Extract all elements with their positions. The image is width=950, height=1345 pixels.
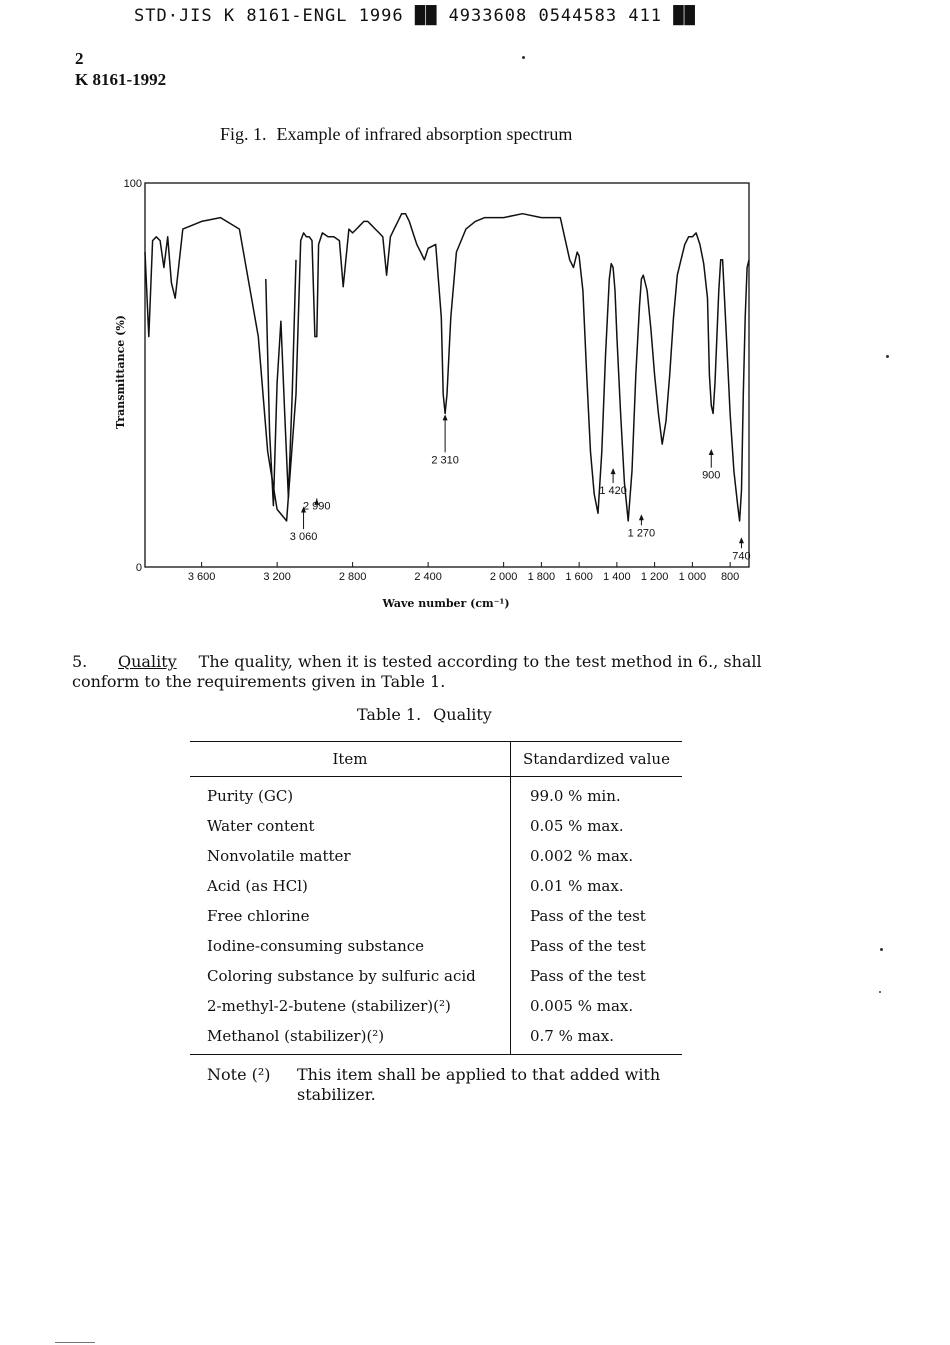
- peak-arrowhead: [639, 514, 644, 520]
- page-number: 2: [75, 49, 84, 68]
- scan-speck: [879, 991, 881, 993]
- table-caption: [357, 705, 492, 724]
- ir-spectrum-chart: [0, 0, 950, 640]
- table-row: [190, 1021, 682, 1055]
- standard-number: K 8161-1992: [75, 70, 167, 89]
- value-cell: 0.005 % max.: [530, 997, 634, 1015]
- section-text: The quality, when it is tested according to the test method in 6., shall conform to the requirements given in Table 1.: [72, 652, 762, 691]
- spectrum-line: [145, 214, 749, 521]
- x-tick-label: 2 800: [338, 571, 367, 583]
- peak-label: 1 420: [599, 485, 627, 498]
- x-axis-ticks: [188, 562, 739, 583]
- value-cell: Pass of the test: [530, 937, 646, 955]
- peak-arrowhead: [739, 537, 744, 543]
- value-column-header: Standardized value: [511, 742, 683, 777]
- figure-label: Fig. 1.: [220, 124, 267, 144]
- plot-frame: [145, 183, 749, 567]
- section-heading: Quality: [118, 652, 177, 671]
- y-tick-label: 0: [135, 562, 142, 574]
- scan-speck: [886, 355, 889, 358]
- table-label: Table 1.: [357, 705, 422, 724]
- table-row: [190, 777, 682, 812]
- peak-arrowhead: [443, 414, 448, 420]
- x-tick-label: 3 200: [263, 571, 291, 583]
- item-cell: Acid (as HCl): [190, 871, 511, 901]
- note-text: This item shall be applied to that added with stabilizer.: [297, 1065, 661, 1104]
- x-axis-label: Wave number (cm⁻¹): [382, 597, 510, 610]
- peak-arrowhead: [709, 449, 714, 455]
- x-tick-label: 2 000: [489, 571, 518, 583]
- section-number: 5.: [72, 652, 88, 671]
- quality-table: [190, 741, 682, 1055]
- value-cell: 0.05 % max.: [530, 817, 624, 835]
- value-cell: 0.7 % max.: [511, 1021, 683, 1055]
- series-group: [145, 214, 749, 521]
- value-cell: Pass of the test: [530, 967, 646, 985]
- x-tick-label: 1 200: [640, 571, 669, 583]
- table-row: [190, 931, 682, 961]
- table-row: [190, 811, 682, 841]
- peak-label: 2 990: [302, 500, 331, 513]
- table-row: [190, 871, 682, 901]
- item-cell: Nonvolatile matter: [190, 841, 511, 871]
- figure-title: Example of infrared absorption spectrum: [276, 124, 573, 144]
- table-row: [190, 961, 682, 991]
- x-tick-label: 800: [720, 571, 740, 583]
- scan-speck: [880, 948, 883, 951]
- x-tick-label: 1 600: [565, 571, 593, 583]
- peak-label: 740: [732, 550, 751, 563]
- value-cell: 99.0 % min.: [530, 787, 621, 805]
- item-cell: Free chlorine: [190, 901, 511, 931]
- item-cell: Purity (GC): [190, 777, 511, 812]
- x-tick-label: 3 600: [187, 571, 216, 583]
- peak-label: 2 310: [431, 454, 459, 467]
- value-cell: Pass of the test: [530, 907, 646, 925]
- x-tick-label: 1 800: [527, 571, 556, 583]
- scan-speck: [522, 56, 525, 59]
- peak-label: 1 270: [627, 527, 656, 540]
- x-tick-label: 1 400: [603, 571, 631, 583]
- item-cell: Iodine-consuming substance: [190, 931, 511, 961]
- peak-label: 3 060: [289, 531, 318, 544]
- quality-section: [72, 652, 792, 692]
- x-tick-label: 1 000: [678, 571, 707, 583]
- footer-rule: [55, 1342, 95, 1343]
- y-tick-label: 100: [123, 178, 142, 190]
- x-tick-label: 2 400: [414, 571, 442, 583]
- value-cell: 0.01 % max.: [530, 877, 624, 895]
- item-cell: 2-methyl-2-butene (stabilizer)(²): [190, 991, 511, 1021]
- value-cell: 0.002 % max.: [530, 847, 634, 865]
- table-row: [190, 841, 682, 871]
- table-row: [190, 991, 682, 1021]
- y-axis-label: Transmittance (%): [114, 315, 127, 429]
- peak-label: 900: [702, 469, 721, 482]
- table-title: Quality: [433, 705, 492, 724]
- item-cell: Methanol (stabilizer)(²): [190, 1021, 511, 1055]
- item-cell: Coloring substance by sulfuric acid: [190, 961, 511, 991]
- item-column-header: Item: [190, 742, 511, 777]
- table-row: [190, 901, 682, 931]
- note-label: Note (²): [207, 1065, 271, 1084]
- document-header-code: STD·JIS K 8161-ENGL 1996 ██ 4933608 0544583 411 ██: [134, 6, 696, 26]
- peak-arrowhead: [611, 468, 616, 474]
- item-cell: Water content: [190, 811, 511, 841]
- table-header-row: [190, 742, 682, 777]
- peak-annotations: [290, 414, 751, 562]
